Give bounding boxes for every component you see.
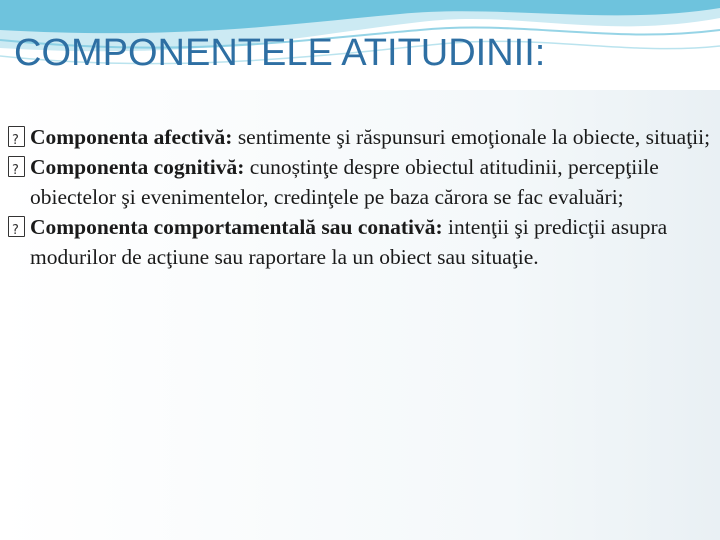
bullet-text: cunoștinţe despre obiectul atitudinii, percepţiile obiectelor şi evenimentelor, credinţele pe baza cărora se fac evaluări; [30, 155, 659, 209]
bullet-term: Componenta comportamentală sau conativă: [30, 215, 443, 239]
bullet-text: intenţii şi predicţii asupra modurilor de acţiune sau raportare la un obiect sau situaţie. [30, 215, 668, 269]
bullet-item-comportamentala [8, 212, 716, 272]
missing-glyph-box-icon [8, 126, 25, 147]
bullet-list [8, 122, 716, 272]
bullet-text: sentimente şi răspunsuri emoţionale la obiecte, situaţii; [232, 125, 711, 149]
bullet-item-afectiva [8, 122, 716, 152]
bullet-term: Componenta afectivă: [30, 125, 233, 149]
bullet-term: Componenta cognitivă: [30, 155, 245, 179]
slide-title: COMPONENTELE ATITUDINII: [14, 32, 546, 74]
bullet-item-cognitiva [8, 152, 716, 212]
missing-glyph-box-icon [8, 156, 25, 177]
missing-glyph-box-icon [8, 216, 25, 237]
